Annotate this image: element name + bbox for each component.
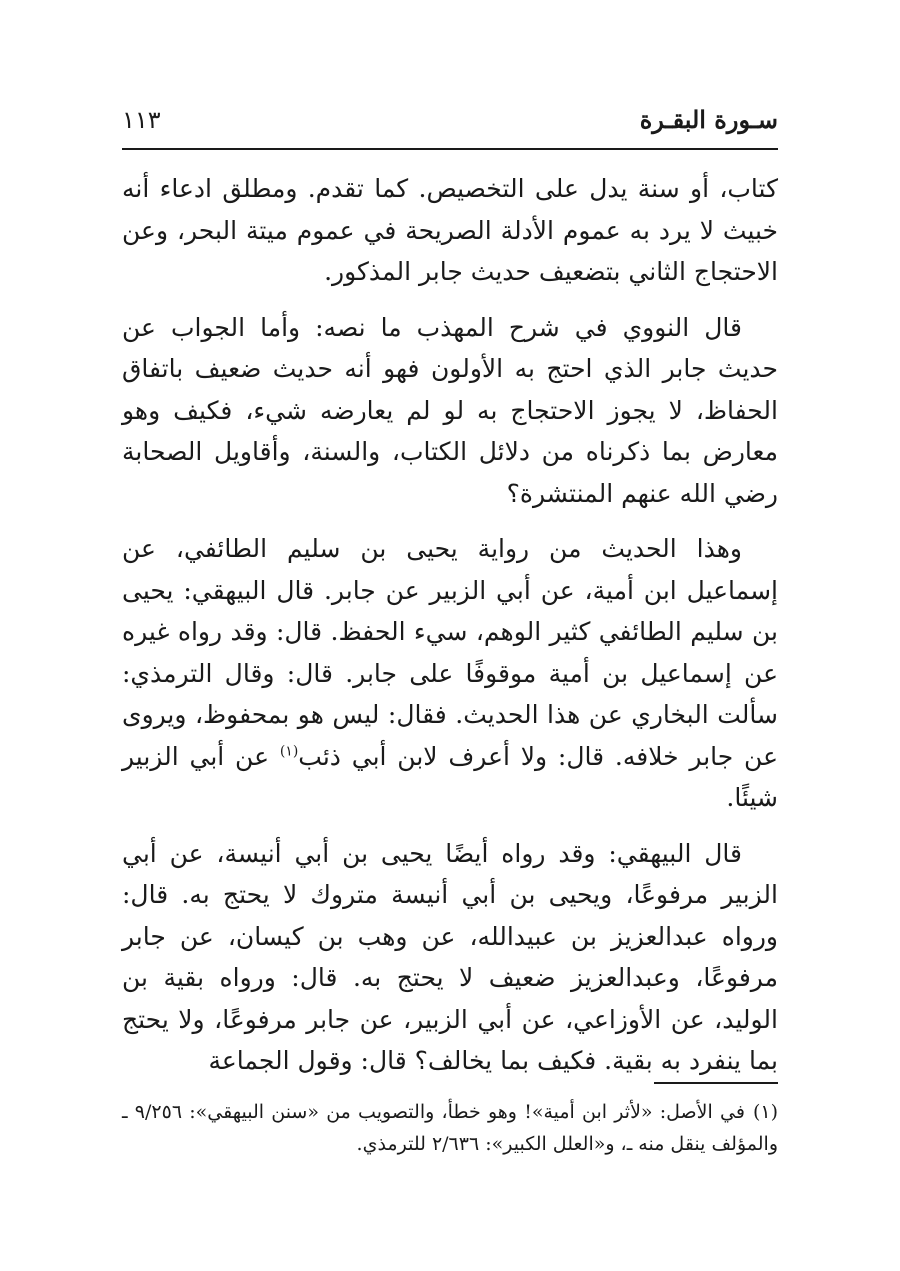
page-number: ١١٣	[122, 106, 161, 134]
paragraph-1: كتاب، أو سنة يدل على التخصيص. كما تقدم. ومطلق ادعاء أنه خبيث لا يرد به عموم الأدلة الصريحة في عموم ميتة البحر، وعن الاحتجاج الثاني بتضعيف حديث جابر المذكور.	[122, 174, 778, 286]
footnote-reference-1[interactable]: (١)	[279, 743, 299, 760]
footnotes-section	[122, 1096, 778, 1160]
footnote-1	[122, 1096, 778, 1160]
paragraph-3-text-after-ref: عن أبي الزبير شيئًا.	[122, 741, 778, 812]
book-page	[122, 96, 778, 1236]
main-text	[122, 168, 778, 1082]
paragraph-3	[122, 528, 778, 819]
footnote-text: في الأصل: «لأثر ابن أمية»! وهو خطأ، والتصويب من «سنن البيهقي»: ٩/٢٥٦ ـ والمؤلف ينقل منه ـ، و«العلل الكبير»: ٢/٦٣٦ للترمذي.	[122, 1101, 778, 1155]
paragraph-3-text-before-ref: وهذا الحديث من رواية يحيى بن سليم الطائفي، عن إسماعيل ابن أمية، عن أبي الزبير عن جابر. قال البيهقي: يحيى بن سليم الطائفي كثير الوهم، سيء الحفظ. قال: وقد رواه غيره عن إسماعيل بن أمية موقوفًا على جابر. قال: وقال الترمذي: سألت البخاري عن هذا الحديث. فقال: ليس هو بمحفوظ، ويروى عن جابر خلافه. قال: ولا أعرف لابن أبي ذئب	[122, 534, 778, 771]
page-header	[122, 96, 778, 150]
footnote-marker: (١)	[752, 1101, 778, 1123]
paragraph-4: قال البيهقي: وقد رواه أيضًا يحيى بن أبي أنيسة، عن أبي الزبير مرفوعًا، ويحيى بن أبي أنيسة متروك لا يحتج به. قال: ورواه عبدالعزيز بن عبيدالله، عن وهب بن كيسان، عن جابر مرفوعًا، وعبدالعزيز ضعيف لا يحتج به. قال: ورواه بقية بن الوليد، عن الأوزاعي، عن أبي الزبير، عن جابر مرفوعًا، ولا يحتج بما ينفرد به بقية. فكيف بما يخالف؟ قال: وقول الجماعة	[122, 838, 778, 1075]
paragraph-2: قال النووي في شرح المهذب ما نصه: وأما الجواب عن حديث جابر الذي احتج به الأولون فهو أنه حديث ضعيف باتفاق الحفاظ، لا يجوز الاحتجاج به لو لم يعارضه شيء، فكيف وهو معارض بما ذكرناه من دلائل الكتاب، والسنة، وأقاويل الصحابة رضي الله عنهم المنتشرة؟	[122, 312, 778, 508]
footnote-separator	[654, 1082, 778, 1084]
surah-title: سـورة البقـرة	[639, 105, 778, 134]
